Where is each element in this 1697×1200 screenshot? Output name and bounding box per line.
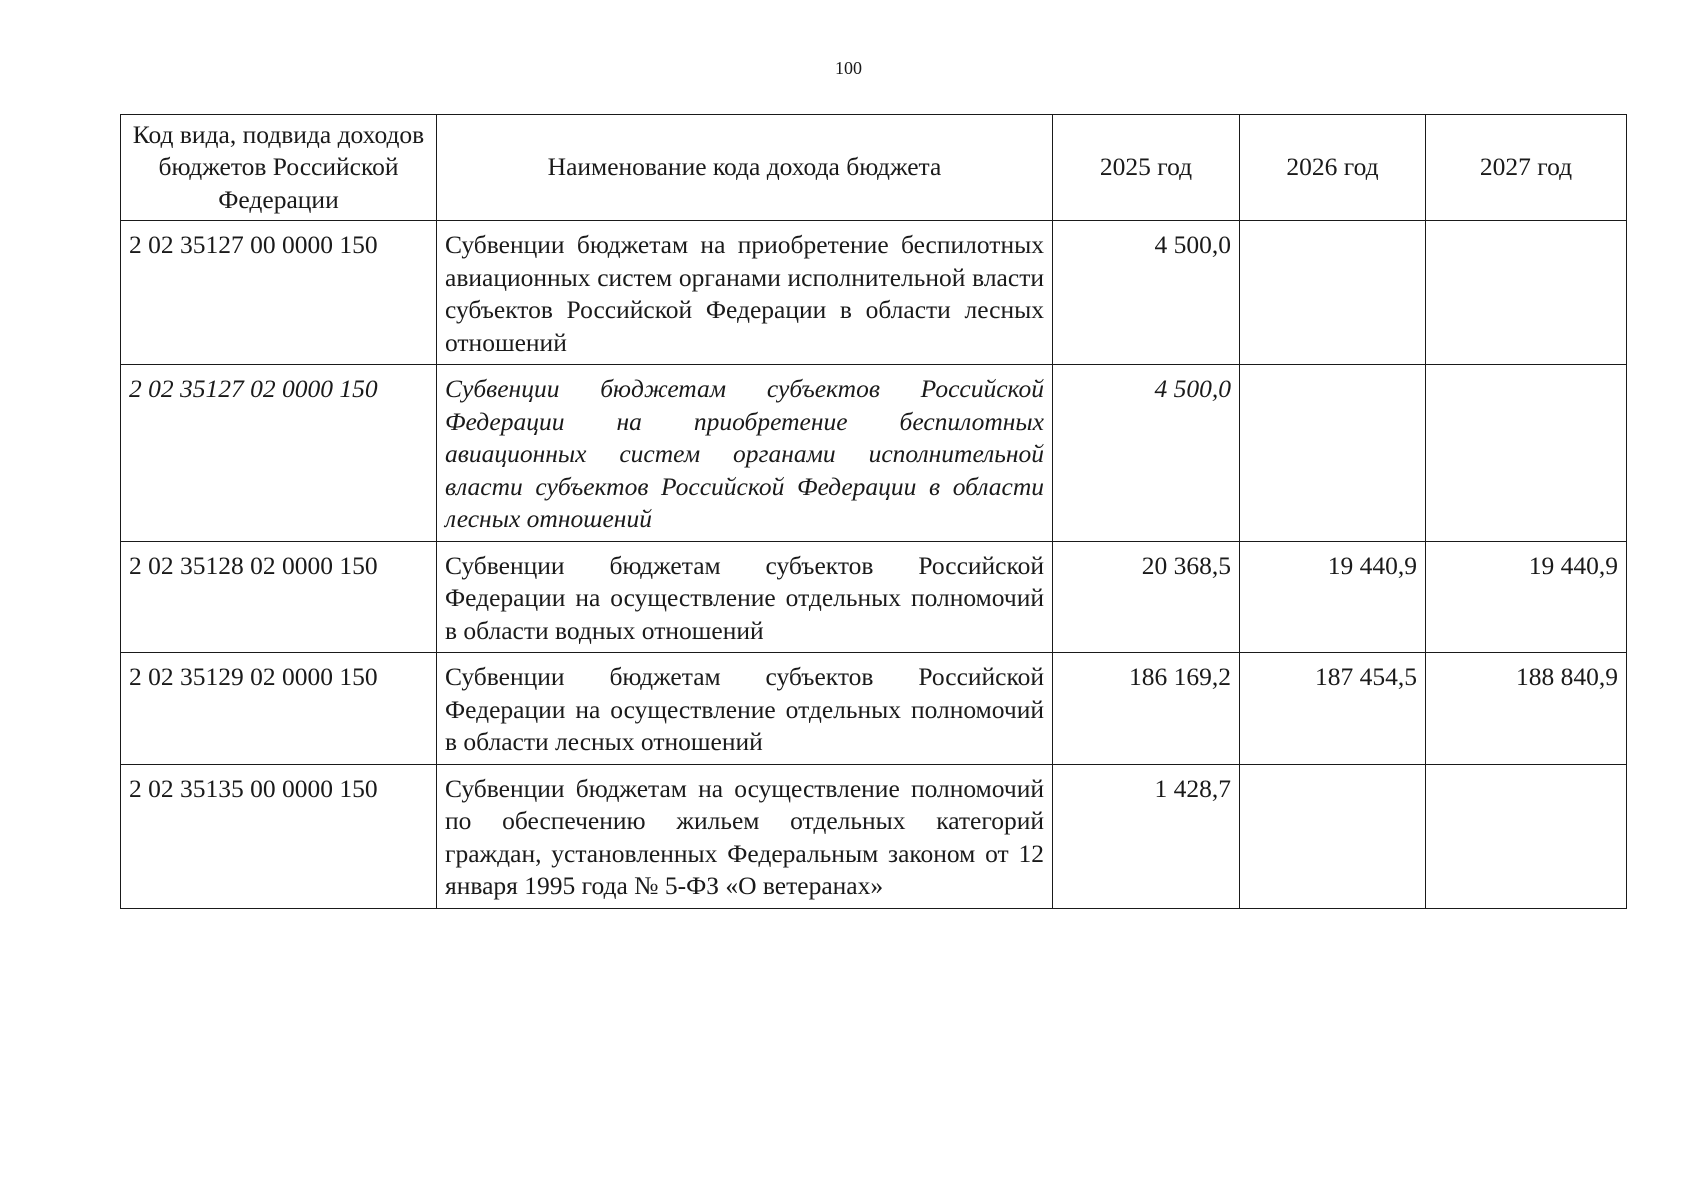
table-row <box>121 764 1627 908</box>
row-value-2027 <box>1426 365 1627 542</box>
row-value-2026 <box>1240 764 1426 908</box>
row-code: 2 02 35127 00 0000 150 <box>121 221 437 365</box>
page-number: 100 <box>835 58 862 78</box>
row-value-2026 <box>1240 221 1426 365</box>
table-row <box>121 653 1627 765</box>
row-value-2025: 4 500,0 <box>1053 221 1240 365</box>
row-name: Субвенции бюджетам на приобретение беспилотных авиационных систем органами исполнительной власти субъектов Российской Федерации в области лесных отношений <box>437 221 1053 365</box>
row-code: 2 02 35129 02 0000 150 <box>121 653 437 765</box>
header-2027: 2027 год <box>1426 115 1627 221</box>
table-row <box>121 365 1627 542</box>
row-name: Субвенции бюджетам субъектов Российской Федерации на приобретение беспилотных авиационных систем органами исполнительной власти субъектов Российской Федерации в области лесных отношений <box>437 365 1053 542</box>
row-value-2025: 20 368,5 <box>1053 541 1240 653</box>
row-value-2025: 186 169,2 <box>1053 653 1240 765</box>
table-header-row <box>121 115 1627 221</box>
row-code: 2 02 35135 00 0000 150 <box>121 764 437 908</box>
row-name: Субвенции бюджетам на осуществление полномочий по обеспечению жильем отдельных категорий граждан, установленных Федеральным законом от 12 января 1995 года № 5-ФЗ «О ветеранах» <box>437 764 1053 908</box>
table-row <box>121 541 1627 653</box>
header-2025: 2025 год <box>1053 115 1240 221</box>
row-value-2026: 187 454,5 <box>1240 653 1426 765</box>
row-code: 2 02 35127 02 0000 150 <box>121 365 437 542</box>
row-value-2025: 1 428,7 <box>1053 764 1240 908</box>
row-value-2026 <box>1240 365 1426 542</box>
row-value-2025: 4 500,0 <box>1053 365 1240 542</box>
row-value-2027: 19 440,9 <box>1426 541 1627 653</box>
row-value-2027 <box>1426 221 1627 365</box>
row-value-2026: 19 440,9 <box>1240 541 1426 653</box>
row-code: 2 02 35128 02 0000 150 <box>121 541 437 653</box>
row-value-2027: 188 840,9 <box>1426 653 1627 765</box>
row-name: Субвенции бюджетам субъектов Российской Федерации на осуществление отдельных полномочий в области водных отношений <box>437 541 1053 653</box>
row-value-2027 <box>1426 764 1627 908</box>
header-2026: 2026 год <box>1240 115 1426 221</box>
table-row <box>121 221 1627 365</box>
header-code: Код вида, подвида доходов бюджетов Российской Федерации <box>121 115 437 221</box>
header-name: Наименование кода дохода бюджета <box>437 115 1053 221</box>
revenue-table <box>120 114 1627 909</box>
row-name: Субвенции бюджетам субъектов Российской Федерации на осуществление отдельных полномочий в области лесных отношений <box>437 653 1053 765</box>
